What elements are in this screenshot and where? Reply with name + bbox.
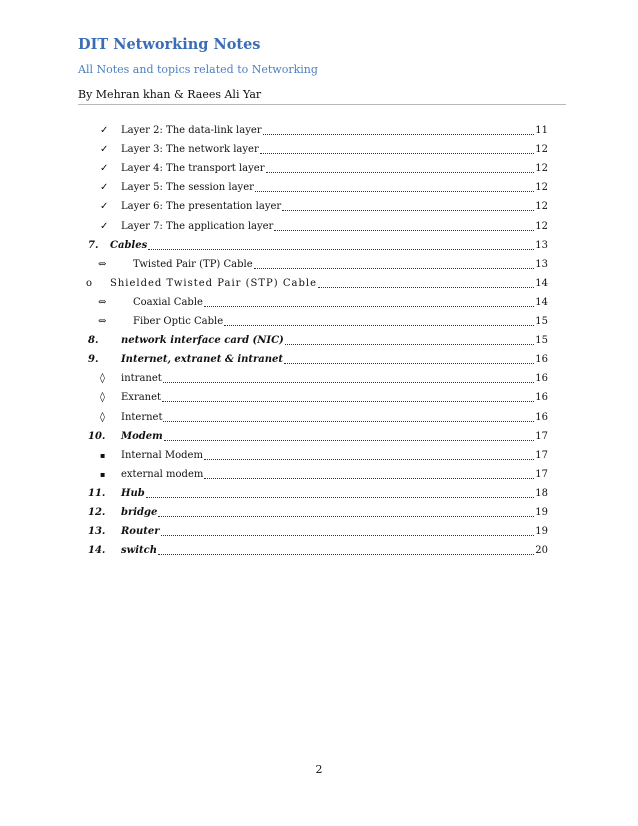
toc-entry-label: Modem <box>121 430 163 442</box>
toc-entry[interactable] <box>0 501 638 520</box>
toc-entry-number: 11. <box>88 487 106 499</box>
document-subtitle: All Notes and topics related to Networking <box>78 63 318 76</box>
toc-entry[interactable] <box>0 138 638 157</box>
toc-entry-label: Internet <box>121 411 163 423</box>
checkmark-icon: ✓ <box>100 201 109 213</box>
toc-entry[interactable] <box>0 367 638 386</box>
toc-leader-dots <box>204 478 534 479</box>
toc-entry-page: 19 <box>535 526 548 538</box>
toc-entry-page: 15 <box>535 316 548 327</box>
toc-entry-number: 8. <box>88 335 99 347</box>
document-title: DIT Networking Notes <box>78 36 261 53</box>
toc-entry[interactable] <box>0 539 638 558</box>
toc-entry-label: Layer 6: The presentation layer <box>121 201 282 213</box>
toc-entry-number: 13. <box>88 526 106 538</box>
toc-entry-page: 12 <box>535 163 548 175</box>
toc-entry-label: Shielded Twisted Pair (STP) Cable <box>110 277 317 289</box>
toc-leader-dots <box>146 497 535 498</box>
toc-entry-label: Internal Modem <box>121 449 203 461</box>
toc-entry-label: Layer 4: The transport layer <box>121 163 265 175</box>
toc-entry-page: 13 <box>535 258 548 270</box>
toc-leader-dots <box>318 287 534 288</box>
toc-entry[interactable] <box>0 444 638 463</box>
square-bullet-icon: ▪ <box>100 450 106 460</box>
toc-entry[interactable] <box>0 386 638 405</box>
toc-leader-dots <box>284 363 534 364</box>
toc-entry-page: 17 <box>535 449 548 461</box>
toc-entry-label: intranet <box>121 373 162 385</box>
toc-entry-page: 16 <box>535 392 548 404</box>
toc-entry[interactable] <box>0 520 638 539</box>
toc-entry-page: 18 <box>535 487 548 499</box>
toc-leader-dots <box>263 134 535 135</box>
toc-entry-page: 14 <box>535 296 548 308</box>
toc-entry-page: 12 <box>535 201 548 213</box>
toc-entry[interactable] <box>0 119 638 138</box>
toc-entry-page: 19 <box>535 507 548 518</box>
toc-entry-page: 13 <box>535 239 548 251</box>
toc-entry-label: Cables <box>110 239 148 251</box>
toc-entry-number: 7. <box>88 239 99 251</box>
toc-entry-label: Layer 5: The session layer <box>121 182 254 194</box>
toc-entry-label: Layer 3: The network layer <box>121 144 259 156</box>
toc-entry-page: 12 <box>535 144 548 156</box>
toc-leader-dots <box>282 210 534 211</box>
toc-entry[interactable] <box>0 176 638 195</box>
square-bullet-icon: ▪ <box>100 469 106 479</box>
double-arrow-icon: ⇔ <box>98 316 107 327</box>
toc-leader-dots <box>148 249 534 250</box>
double-arrow-icon: ⇔ <box>98 296 107 308</box>
toc-leader-dots <box>164 440 535 441</box>
toc-leader-dots <box>260 153 535 154</box>
toc-entry[interactable] <box>0 310 638 329</box>
toc-entry[interactable] <box>0 463 638 482</box>
toc-entry-page: 16 <box>535 354 548 366</box>
toc-entry-label: Layer 2: The data-link layer <box>121 125 262 136</box>
page-number: 2 <box>315 763 323 776</box>
toc-leader-dots <box>158 516 534 517</box>
document-authors: By Mehran khan & Raees Ali Yar <box>78 88 262 101</box>
toc-entry-number: 9. <box>88 354 99 366</box>
toc-entry-label: Router <box>121 526 160 538</box>
toc-entry-label: Hub <box>121 487 145 499</box>
toc-entry[interactable] <box>0 195 638 214</box>
toc-entry-label: Internet, extranet & intranet <box>121 354 284 366</box>
toc-entry-label: Fiber Optic Cable <box>133 316 224 327</box>
checkmark-icon: ✓ <box>100 220 109 232</box>
toc-entry-label: Exranet <box>121 392 162 404</box>
toc-entry[interactable] <box>0 157 638 176</box>
toc-leader-dots <box>255 191 534 192</box>
toc-entry-page: 16 <box>535 373 548 385</box>
double-arrow-icon: ⇔ <box>98 258 107 270</box>
toc-entry-label: switch <box>121 545 158 557</box>
toc-entry-label: external modem <box>121 468 204 480</box>
toc-entry-number: 14. <box>88 545 106 557</box>
toc-entry-page: 14 <box>535 277 548 289</box>
toc-entry-page: 17 <box>535 468 548 480</box>
toc-leader-dots <box>161 535 535 536</box>
toc-leader-dots <box>254 268 535 269</box>
toc-leader-dots <box>163 421 534 422</box>
toc-entry[interactable] <box>0 348 638 367</box>
toc-entry-page: 17 <box>535 430 548 442</box>
diamond-bullet-icon: ◊ <box>100 373 105 385</box>
toc-entry[interactable] <box>0 482 638 501</box>
toc-entry[interactable] <box>0 406 638 425</box>
toc-entry-page: 16 <box>535 411 548 423</box>
toc-entry-number: 10. <box>88 430 106 442</box>
checkmark-icon: ✓ <box>100 163 109 175</box>
toc-entry[interactable] <box>0 291 638 310</box>
toc-entry-label: Coaxial Cable <box>133 296 203 308</box>
toc-leader-dots <box>163 382 534 383</box>
toc-entry-label: Layer 7: The application layer <box>121 220 274 232</box>
toc-entry-page: 15 <box>535 335 548 347</box>
toc-entry[interactable] <box>0 329 638 348</box>
toc-entry-label: network interface card (NIC) <box>121 335 284 347</box>
toc-leader-dots <box>162 401 534 402</box>
toc-entry[interactable] <box>0 253 638 272</box>
checkmark-icon: ✓ <box>100 182 109 194</box>
toc-leader-dots <box>224 325 534 326</box>
toc-entry-page: 11 <box>535 125 548 136</box>
toc-entry[interactable] <box>0 215 638 234</box>
checkmark-icon: ✓ <box>100 125 109 136</box>
toc-entry[interactable] <box>0 425 638 444</box>
toc-entry-label: Twisted Pair (TP) Cable <box>133 258 253 270</box>
toc-entry-page: 12 <box>535 182 548 194</box>
toc-entry[interactable] <box>0 272 638 291</box>
toc-entry-page: 20 <box>535 545 548 557</box>
toc-leader-dots <box>266 172 535 173</box>
toc-leader-dots <box>274 230 534 231</box>
diamond-bullet-icon: ◊ <box>100 411 105 423</box>
toc-entry[interactable] <box>0 234 638 253</box>
toc-leader-dots <box>285 344 534 345</box>
toc-leader-dots <box>204 459 534 460</box>
toc-leader-dots <box>204 306 534 307</box>
diamond-bullet-icon: ◊ <box>100 392 105 404</box>
toc-entry-label: bridge <box>121 507 158 518</box>
circle-bullet-icon: o <box>86 277 93 289</box>
toc-entry-number: 12. <box>88 507 106 518</box>
header-divider <box>78 104 566 105</box>
toc-leader-dots <box>158 554 534 555</box>
checkmark-icon: ✓ <box>100 144 109 156</box>
toc-entry-page: 12 <box>535 220 548 232</box>
